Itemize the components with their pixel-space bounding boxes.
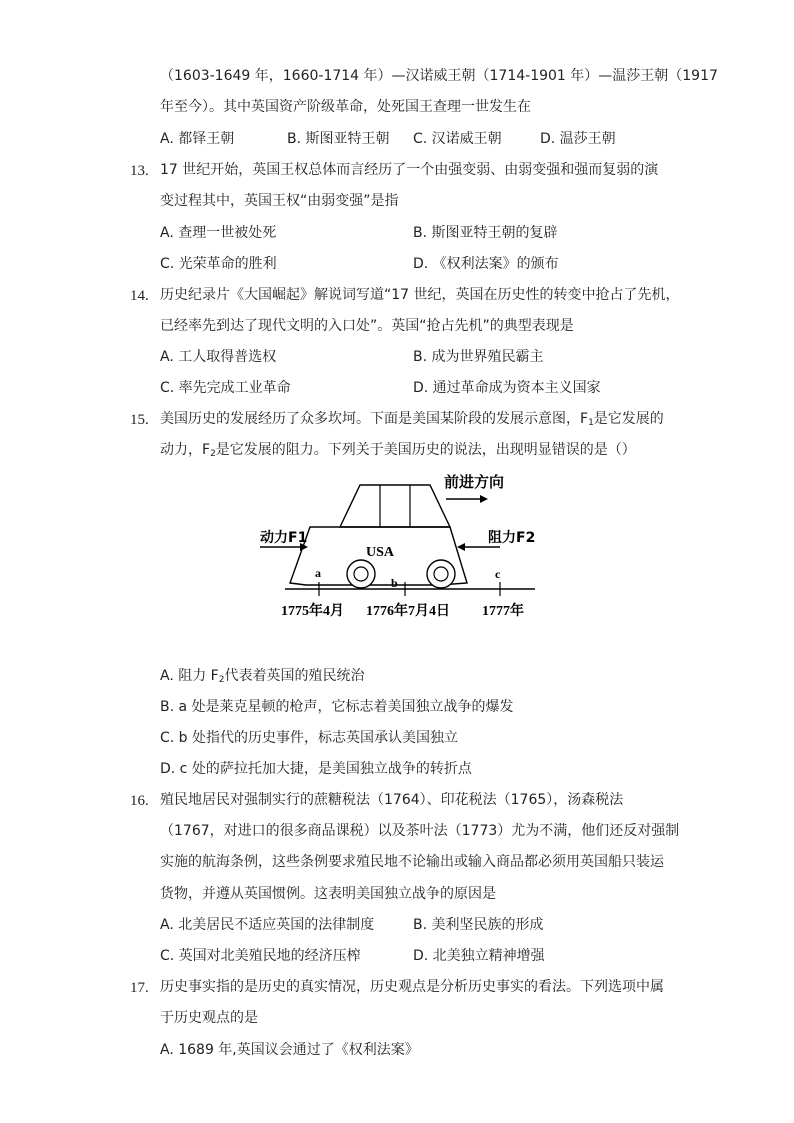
q12-option-d: D. 温莎王朝 (540, 131, 616, 147)
q14-text-line1: 历史纪录片《大国崛起》解说词写道“17 世纪，英国在历史性的转变中抢占了先机， (160, 287, 680, 303)
mark-b: b (391, 576, 398, 590)
q14-text-line2: 已经率先到达了现代文明的入口处”。英国“抢占先机”的典型表现是 (160, 318, 574, 334)
force2-label: 阻力F2 (488, 530, 536, 546)
q13-option-a: A. 查理一世被处死 (160, 225, 277, 241)
date-a: 1775年4月 (281, 604, 344, 619)
q15-option-b: B. a 处是莱克星顿的枪声，它标志着美国独立战争的爆发 (160, 699, 514, 715)
us-history-diagram (250, 465, 550, 630)
q15-option-c: C. b 处指代的历史事件，标志英国承认美国独立 (160, 730, 459, 746)
q16-text-line2: （1767，对进口的很多商品课税）以及茶叶法（1773）尤为不满，他们还反对强制 (160, 823, 680, 839)
q16-option-b: B. 美利坚民族的形成 (413, 917, 544, 933)
q16-number: 16. (130, 793, 149, 809)
q12-option-c: C. 汉诺威王朝 (413, 131, 502, 147)
q13-text-line1: 17 世纪开始，英国王权总体而言经历了一个由强变弱、由弱变强和强而复弱的演 (160, 162, 659, 178)
q14-option-c: C. 率先完成工业革命 (160, 380, 291, 396)
q12-text-line1: （1603-1649 年，1660-1714 年）—汉诺威王朝（1714-1901 年）—温莎王朝（1917 (160, 68, 718, 84)
q16-option-a: A. 北美居民不适应英国的法律制度 (160, 917, 375, 933)
q16-text-line1: 殖民地居民对强制实行的蔗糖税法（1764）、印花税法（1765），汤森税法 (160, 792, 624, 808)
car-cabin (340, 485, 450, 527)
car-label: USA (365, 545, 395, 560)
mark-a: a (315, 566, 321, 580)
q12-option-b: B. 斯图亚特王朝 (287, 131, 390, 147)
q15-number: 15. (130, 412, 149, 428)
q17-text-line2: 于历史观点的是 (160, 1010, 258, 1026)
q14-number: 14. (130, 288, 149, 304)
q13-text-line2: 变过程其中，英国王权“由弱变强”是指 (160, 193, 399, 209)
q14-option-a: A. 工人取得普选权 (160, 349, 277, 365)
direction-arrowhead (480, 495, 488, 503)
q15-text-line2: 动力，$F_2$是它发展的阻力。下列关于美国历史的说法，出现明显错误的是（） (160, 442, 636, 459)
q15-option-d: D. c 处的萨拉托加大捷，是美国独立战争的转折点 (160, 761, 472, 777)
date-c: 1777年 (482, 604, 524, 619)
q13-option-b: B. 斯图亚特王朝的复辟 (413, 225, 558, 241)
q13-number: 13. (130, 163, 149, 179)
force1-label: 动力F1 (260, 530, 308, 546)
q12-option-a: A. 都铎王朝 (160, 131, 235, 147)
q17-text-line1: 历史事实指的是历史的真实情况，历史观点是分析历史事实的看法。下列选项中属 (160, 979, 664, 995)
q13-option-d: D. 《权利法案》的颁布 (413, 256, 559, 272)
q17-number: 17. (130, 980, 149, 996)
q17-option-a: A. 1689 年,英国议会通过了《权利法案》 (160, 1042, 419, 1058)
mark-c: c (495, 567, 501, 581)
q14-option-b: B. 成为世界殖民霸主 (413, 349, 544, 365)
q16-text-line3: 实施的航海条例，这些条例要求殖民地不论输出或输入商品都必须用英国船只装运 (160, 854, 664, 870)
q16-option-c: C. 英国对北美殖民地的经济压榨 (160, 948, 361, 964)
force2-arrowhead (457, 543, 465, 551)
car-wheel-rear (347, 560, 375, 588)
date-b: 1776年7月4日 (366, 604, 450, 619)
q15-option-a: A. 阻力 $F_2$代表着英国的殖民统治 (160, 668, 365, 685)
car-wheel-front (427, 560, 455, 588)
q16-text-line4: 货物，并遵从英国惯例。这表明美国独立战争的原因是 (160, 886, 496, 902)
q13-option-c: C. 光荣革命的胜利 (160, 256, 277, 272)
q15-text-line1: 美国历史的发展经历了众多坎坷。下面是美国某阶段的发展示意图，$F_1$是它发展的 (160, 411, 664, 428)
q16-option-d: D. 北美独立精神增强 (413, 948, 545, 964)
direction-label: 前进方向 (444, 473, 505, 491)
q14-option-d: D. 通过革命成为资本主义国家 (413, 380, 601, 396)
q12-text-line2: 年至今）。其中英国资产阶级革命，处死国王查理一世发生在 (160, 99, 531, 115)
